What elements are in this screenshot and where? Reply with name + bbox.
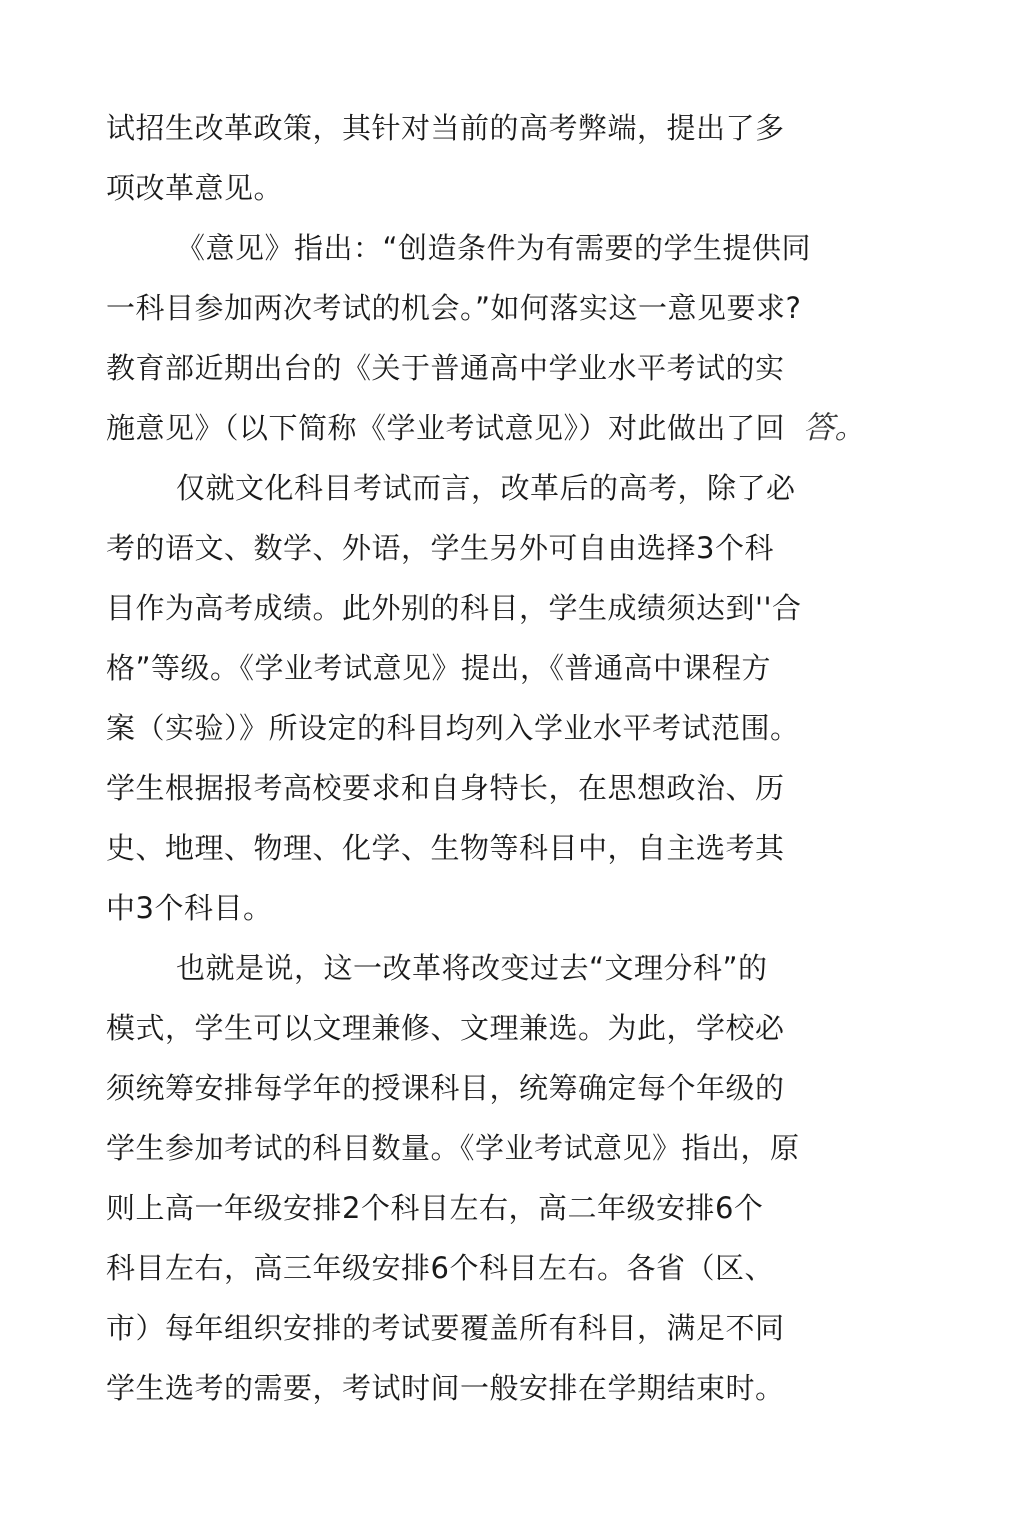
text-line: 科目左右，高三年级安排6个科目左右。各省（区、 bbox=[106, 1251, 774, 1285]
text-line: 学生选考的需要，考试时间一般安排在学期结束时。 bbox=[106, 1371, 785, 1405]
text-line: 考的语文、数学、外语，学生另外可自由选择3个科 bbox=[106, 531, 774, 565]
text-line: 则上高一年级安排2个科目左右，高二年级安排6个 bbox=[106, 1191, 764, 1225]
text-line-body: 施意见》（以下简称《学业考试意见》）对此做出了回 bbox=[106, 411, 786, 445]
text-line: 案（实验）》所设定的科目均列入学业水平考试范围。 bbox=[106, 711, 800, 745]
text-line bbox=[106, 410, 866, 446]
text-line-tail: 答。 bbox=[803, 410, 867, 446]
text-line: 试招生改革政策，其针对当前的高考弊端，提出了多 bbox=[106, 111, 785, 145]
text-line: 教育部近期出台的《关于普通高中学业水平考试的实 bbox=[106, 351, 785, 385]
text-line: 学生根据报考高校要求和自身特长，在思想政治、历 bbox=[106, 771, 785, 805]
text-line: 模式，学生可以文理兼修、文理兼选。为此，学校必 bbox=[106, 1011, 785, 1045]
text-line: 《意见》指出：“创造条件为有需要的学生提供同 bbox=[176, 231, 812, 265]
text-line: 须统筹安排每学年的授课科目，统筹确定每个年级的 bbox=[106, 1071, 785, 1105]
text-line: 史、地理、物理、化学、生物等科目中，自主选考其 bbox=[106, 831, 785, 865]
text-line: 一科目参加两次考试的机会。”如何落实这一意见要求? bbox=[106, 291, 802, 325]
text-line: 仅就文化科目考试而言，改革后的高考，除了必 bbox=[176, 471, 796, 505]
text-line: 项改革意见。 bbox=[106, 171, 284, 205]
text-line: 中3个科目。 bbox=[106, 891, 273, 925]
text-line: 也就是说，这一改革将改变过去“文理分科”的 bbox=[176, 951, 768, 985]
text-line: 格”等级。《学业考试意见》提出，《普通高中课程方 bbox=[106, 651, 772, 685]
text-line: 学生参加考试的科目数量。《学业考试意见》指出，原 bbox=[106, 1131, 800, 1165]
text-line: 目作为高考成绩。此外别的科目，学生成绩须达到''合 bbox=[106, 591, 802, 625]
text-line: 市）每年组织安排的考试要覆盖所有科目，满足不同 bbox=[106, 1311, 785, 1345]
